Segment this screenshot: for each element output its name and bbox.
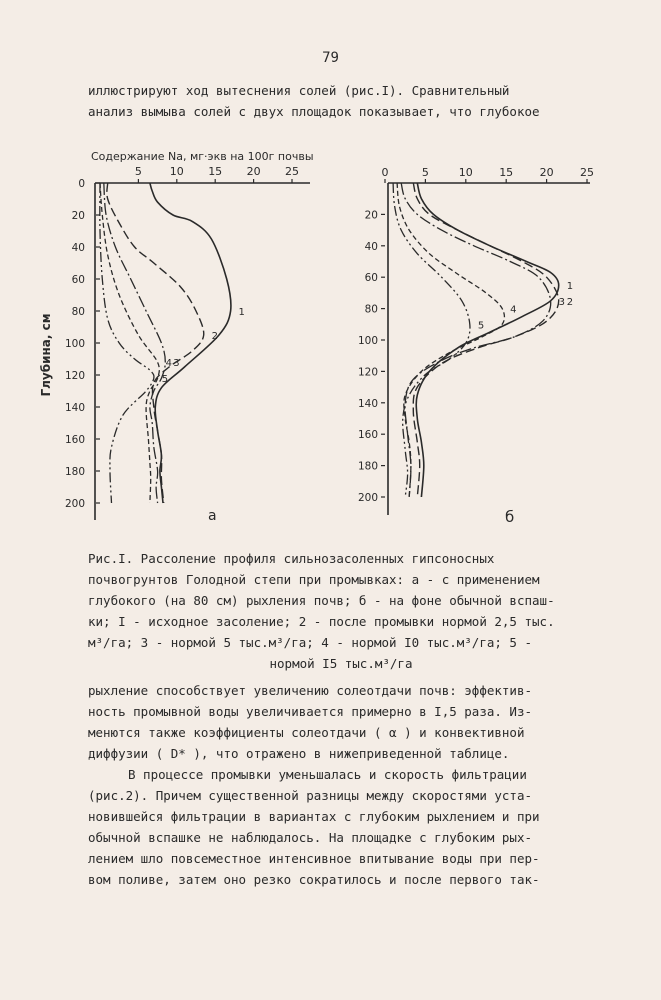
- text-line: новившейся фильтрации в вариантах с глубоким рыхлением и при: [88, 809, 540, 824]
- y-tick-label: 200: [64, 498, 85, 510]
- x-tick-label: 15: [208, 165, 223, 178]
- text-line: рыхление способствует увеличению солеотдачи почв: эффектив-: [88, 683, 533, 698]
- series-line-2: [413, 183, 558, 497]
- series-label: 3: [173, 358, 180, 370]
- x-tick-label: 25: [285, 165, 299, 178]
- series-label: 5: [477, 320, 485, 332]
- y-tick-label: 60: [71, 274, 85, 286]
- series-label: 3: [558, 296, 566, 308]
- series-label: 2: [211, 331, 219, 342]
- text-line: менются также коэффициенты солеотдачи ( α ) и конвективной: [88, 725, 525, 740]
- x-tick-label: 5: [421, 166, 429, 179]
- caption-line: ки; I - исходное засоление; 2 - после промывки нормой 2,5 тыс.: [88, 614, 555, 629]
- x-axis-title: Содержание Na, мг·экв на 100г почвы: [91, 150, 314, 163]
- x-tick-label: 5: [134, 165, 142, 178]
- chart-panel-b: [358, 166, 594, 526]
- y-tick-label: 60: [364, 272, 378, 285]
- series-line-4: [397, 183, 504, 497]
- x-tick-label: 20: [246, 165, 261, 178]
- y-tick-label: 0: [78, 178, 85, 190]
- x-tick-label: 25: [580, 166, 594, 179]
- series-label: 4: [510, 304, 517, 316]
- x-tick-label: 20: [539, 166, 554, 179]
- series-line-1: [416, 183, 558, 497]
- x-tick-label: 15: [499, 166, 514, 179]
- series-label: 5: [161, 374, 169, 386]
- panel-label-a: а: [208, 508, 217, 524]
- panel-label-b: б: [505, 508, 515, 526]
- y-axis-title: Глубина, см: [39, 313, 53, 397]
- y-tick-label: 160: [357, 429, 378, 442]
- y-tick-label: 120: [357, 366, 378, 379]
- text-line: лением шло повсеместное интенсивное впитывание воды при пер-: [88, 851, 540, 866]
- series-label: 4: [165, 358, 172, 370]
- caption-line: Рис.I. Рассоление профиля сильнозасоленных гипсоносных: [88, 551, 495, 566]
- chart-panel-a: [39, 150, 314, 524]
- caption-line: м³/га; 3 - нормой 5 тыс.м³/га; 4 - нормой I0 тыс.м³/га; 5 -: [88, 635, 533, 650]
- series-label: 1: [566, 281, 574, 293]
- figure-caption: [88, 548, 594, 674]
- text-line: иллюстрируют ход вытеснения солей (рис.I). Сравнительный: [88, 83, 510, 98]
- text-line: ность промывной воды увеличивается примерно в I,5 раза. Из-: [88, 704, 533, 719]
- text-line: (рис.2). Причем существенной разницы между скоростями уста-: [88, 788, 533, 803]
- y-tick-label: 160: [64, 434, 85, 446]
- y-tick-label: 200: [357, 492, 378, 504]
- y-tick-label: 20: [71, 210, 85, 222]
- y-tick-label: 80: [364, 303, 378, 316]
- text-line: обычной вспашке не наблюдалось. На площадке с глубоким рых-: [88, 830, 533, 845]
- y-tick-label: 100: [64, 338, 85, 350]
- y-tick-label: 180: [357, 460, 378, 473]
- text-line: вом поливе, затем оно резко сократилось и после первого так-: [88, 872, 540, 887]
- y-tick-label: 20: [364, 209, 378, 222]
- series-line-3: [104, 183, 169, 503]
- series-line-4: [100, 183, 159, 503]
- x-tick-label: 10: [169, 165, 184, 178]
- text-line: В процессе промывки уменьшалась и скорость фильтрации: [128, 767, 527, 782]
- text-line: диффузии ( D* ), что отражено в нижеприведенной таблице.: [88, 746, 510, 761]
- y-tick-label: 80: [71, 306, 85, 318]
- y-tick-label: 180: [64, 466, 85, 478]
- series-label: 2: [566, 296, 574, 308]
- text-line: анализ вымыва солей с двух площадок показывает, что глубокое: [88, 104, 540, 119]
- x-tick-label: 10: [458, 166, 473, 179]
- y-tick-label: 120: [64, 370, 85, 382]
- paragraph-bottom: [88, 680, 588, 890]
- y-tick-label: 40: [364, 240, 378, 253]
- x-tick-label: 0: [381, 166, 389, 179]
- page-number: 79: [322, 50, 339, 66]
- series-line-5: [100, 183, 154, 503]
- caption-line: почвогрунтов Голодной степи при промывках: а - с применением: [88, 572, 540, 587]
- caption-line: глубокого (на 80 см) рыхления почв; б - на фоне обычной вспаш-: [88, 593, 555, 608]
- y-tick-label: 40: [71, 242, 85, 254]
- y-tick-label: 140: [357, 397, 378, 410]
- y-tick-label: 100: [357, 335, 378, 347]
- y-tick-label: 140: [64, 402, 85, 414]
- series-label: 1: [238, 307, 245, 318]
- caption-line: нормой I5 тыс.м³/га: [269, 656, 413, 671]
